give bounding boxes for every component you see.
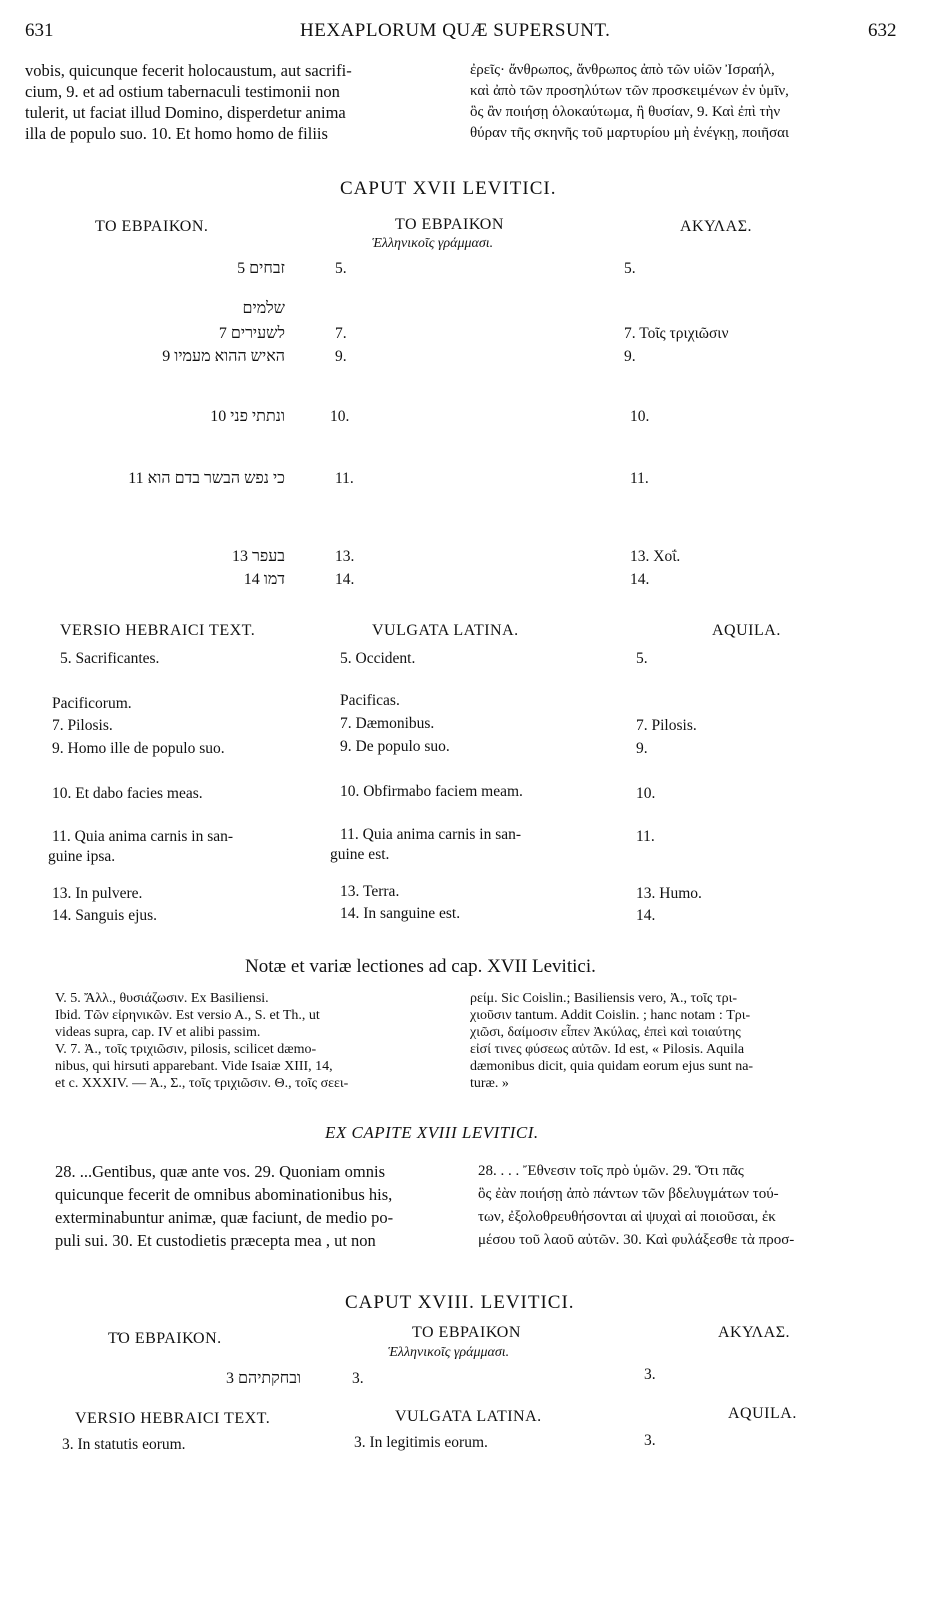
page-number-right: 632 [868,20,897,41]
note-line: Ibid. Τῶν εἰρηνικῶν. Est versio A., S. et Th., ut [55,1008,320,1023]
text-line: tulerit, ut faciat illud Domino, disperdetur anima [25,103,346,122]
vulgata-cell: 7. Dæmonibus. [340,715,435,732]
vulgata-cell: 5. Occident. [340,650,416,667]
caput-xvii-title: CAPUT XVII LEVITICI. [340,178,557,199]
hebrew-cell: ונתתי פני 10 [210,408,285,425]
text-line: μέσου τοῦ λαοῦ αὐτῶν. 30. Καὶ φυλάξεσθε τὰ προσ- [478,1232,795,1248]
greek-translit-cell: 9. [335,348,347,365]
text-line: vobis, quicunque fecerit holocaustum, aut sacrifi- [25,61,352,80]
text-line: ὃς ἂν ποιήσῃ ὁλοκαύτωμα, ἢ θυσίαν, 9. Καὶ ἐπὶ τὴν [470,104,781,120]
col-header-hebrew: ΤΟ ΕΒΡΑΙΚΟΝ. [95,218,209,235]
ex-capite-greek-text [478,1160,794,1252]
col-header-vulgata: VULGATA LATINA. [395,1408,542,1425]
note-line: εἰσί τινες φύσεως αὐτῶν. Id est, « Pilosis. Aquila [470,1042,745,1057]
aquila-latin-cell: 11. [636,828,655,845]
versio-cell: 14. Sanguis ejus. [52,907,158,924]
vulgata-cell: Pacificas. [340,692,400,709]
note-line: ρείμ. Sic Coislin.; Basiliensis vero, Ἀ., τοῖς τρι- [470,991,738,1006]
vulgata-cell: 10. Obfirmabo faciem meam. [340,783,523,800]
greek-translit-cell: 3. [352,1370,364,1387]
notes-left-column [55,990,348,1092]
col-header-versio: VERSIO HEBRAICI TEXT. [60,622,256,639]
vulgata-cell-continued: guine est. [330,846,390,863]
versio-cell-continued: guine ipsa. [48,848,116,865]
col-header-hebrew-greek: ΤΟ ΕΒΡΑΙΚΟΝ [395,216,504,233]
note-line: V. 5. Ἄλλ., θυσιάζωσιν. Ex Basiliensi. [55,991,269,1006]
aquila-latin-cell: 3. [644,1432,656,1449]
col-header-hebrew: ΤΌ ΕΒΡΑΙΚΟΝ. [108,1330,222,1347]
text-line: puli sui. 30. Et custodietis præcepta mea , ut non [55,1231,376,1250]
versio-cell: 7. Pilosis. [52,717,113,734]
running-title: HEXAPLORUM QUÆ SUPERSUNT. [300,20,611,41]
hebrew-cell: לשעירים 7 [218,325,285,342]
aquila-latin-cell: 14. [636,907,656,924]
page-number-left: 631 [25,20,54,41]
note-line: turæ. » [470,1076,509,1091]
notes-right-column [470,990,753,1092]
vulgata-cell: 13. Terra. [340,883,400,900]
aquila-latin-cell: 10. [636,785,656,802]
col-header-aquila: ΑΚΥΛΑΣ. [680,218,753,235]
greek-translit-cell: 7. [335,325,347,342]
vulgata-cell: 9. De populo suo. [340,738,450,755]
aquila-cell: 5. [624,260,636,277]
vulgata-cell: 11. Quia anima carnis in san- [340,826,522,843]
col-header-hebrew-greek-sub: Ἑλληνικοῖς γράμμασι. [388,1345,510,1360]
col-header-aquila-latin: AQUILA. [728,1405,797,1422]
greek-translit-cell: 13. [335,548,355,565]
aquila-cell: 3. [644,1366,656,1383]
top-latin-text [25,60,352,144]
aquila-cell: 13. Χοΐ. [630,548,681,565]
aquila-cell: 7. Τοῖς τριχιῶσιν [624,325,729,342]
aquila-cell: 11. [630,470,649,487]
versio-cell: 5. Sacrificantes. [60,650,160,667]
greek-translit-cell: 11. [335,470,354,487]
col-header-vulgata: VULGATA LATINA. [372,622,519,639]
text-line: 28. . . . Ἔθνεσιν τοῖς πρὸ ὑμῶν. 29. Ὅτι πᾶς [478,1163,744,1179]
hebrew-cell: כי נפש הבשר בדם הוא 11 [128,470,285,487]
text-line: των, ἐξολοθρευθήσονται αἱ ψυχαὶ αἱ ποιοῦσαι, ἐκ [478,1209,776,1225]
hebrew-cell: ובחקתיהם 3 [226,1370,301,1387]
versio-cell: 13. In pulvere. [52,885,143,902]
col-header-versio: VERSIO HEBRAICI TEXT. [75,1410,271,1427]
aquila-cell: 10. [630,408,650,425]
col-header-aquila: ΑΚΥΛΑΣ. [718,1324,791,1341]
greek-translit-cell: 10. [330,408,350,425]
note-line: nibus, qui hirsuti apparebant. Vide Isaiæ XIII, 14, [55,1059,333,1074]
ex-capite-latin-text [55,1160,393,1252]
versio-cell: 3. In statutis eorum. [62,1436,186,1453]
ex-capite-title: EX CAPITE XVIII LEVITICI. [325,1123,539,1142]
aquila-latin-cell: 5. [636,650,648,667]
text-line: quicunque fecerit de omnibus abominationibus his, [55,1185,393,1204]
note-line: V. 7. Ἀ., τοῖς τριχιῶσιν, pilosis, scilicet dæmo- [55,1042,317,1057]
text-line: cium, 9. et ad ostium tabernaculi testimonii non [25,82,340,101]
greek-translit-cell: 14. [335,571,355,588]
caput-xviii-title: CAPUT XVIII. LEVITICI. [345,1292,575,1313]
aquila-latin-cell: 13. Humo. [636,885,702,902]
aquila-latin-cell: 7. Pilosis. [636,717,697,734]
note-line: videas supra, cap. IV et alibi passim. [55,1025,261,1040]
note-line: χιῶσι, δαίμοσιν εἶπεν Ἀκύλας, ἐπεὶ καὶ τοιαύτης [470,1025,741,1040]
note-line: dæmonibus dicit, quia quidam eorum ejus sunt na- [470,1059,754,1074]
col-header-hebrew-greek: ΤΟ ΕΒΡΑΙΚΟΝ [412,1324,521,1341]
hebrew-cell: זבחים 5 [237,260,285,277]
versio-cell: 9. Homo ille de populo suo. [52,740,225,757]
versio-cell: 10. Et dabo facies meas. [52,785,203,802]
text-line: 28. ...Gentibus, quæ ante vos. 29. Quoniam omnis [55,1162,385,1181]
greek-translit-cell: 5. [335,260,347,277]
text-line: ὃς ἐὰν ποιήσῃ ἀπὸ πάντων τῶν βδελυγμάτων τού- [478,1186,779,1202]
versio-cell: Pacificorum. [52,695,132,712]
hebrew-cell: דמו 14 [243,571,285,588]
aquila-cell: 14. [630,571,650,588]
vulgata-cell: 14. In sanguine est. [340,905,461,922]
text-line: illa de populo suo. 10. Et homo homo de filiis [25,124,328,143]
hebrew-cell: האיש ההוא מעמיו 9 [162,348,285,365]
text-line: exterminabuntur animæ, quæ faciunt, de medio po- [55,1208,394,1227]
notes-title: Notæ et variæ lectiones ad cap. XVII Levitici. [245,956,596,977]
note-line: χιοῦσιν tantum. Addit Coislin. ; hanc notam : Τρι- [470,1008,751,1023]
text-line: καὶ ἀπὸ τῶν προσηλύτων τῶν προσκειμένων ἐν ὑμῖν, [470,83,789,99]
note-line: et c. XXXIV. — Ἀ., Σ., τοῖς τριχιῶσιν. Θ., τοῖς σεει- [55,1076,349,1091]
aquila-latin-cell: 9. [636,740,648,757]
versio-cell: 11. Quia anima carnis in san- [52,828,234,845]
top-greek-text [470,60,789,144]
hebrew-cell: שלמים [242,300,285,317]
aquila-cell: 9. [624,348,636,365]
text-line: ἐρεῖς· ἄνθρωπος, ἄνθρωπος ἀπὸ τῶν υἱῶν Ἰσραήλ, [470,62,775,78]
col-header-aquila-latin: AQUILA. [712,622,781,639]
text-line: θύραν τῆς σκηνῆς τοῦ μαρτυρίου μὴ ἐνέγκῃ, ποιῆσαι [470,125,790,141]
vulgata-cell: 3. In legitimis eorum. [354,1434,488,1451]
hebrew-cell: בעפר 13 [231,548,285,565]
col-header-hebrew-greek-sub: Ἑλληνικοῖς γράμμασι. [372,236,494,251]
